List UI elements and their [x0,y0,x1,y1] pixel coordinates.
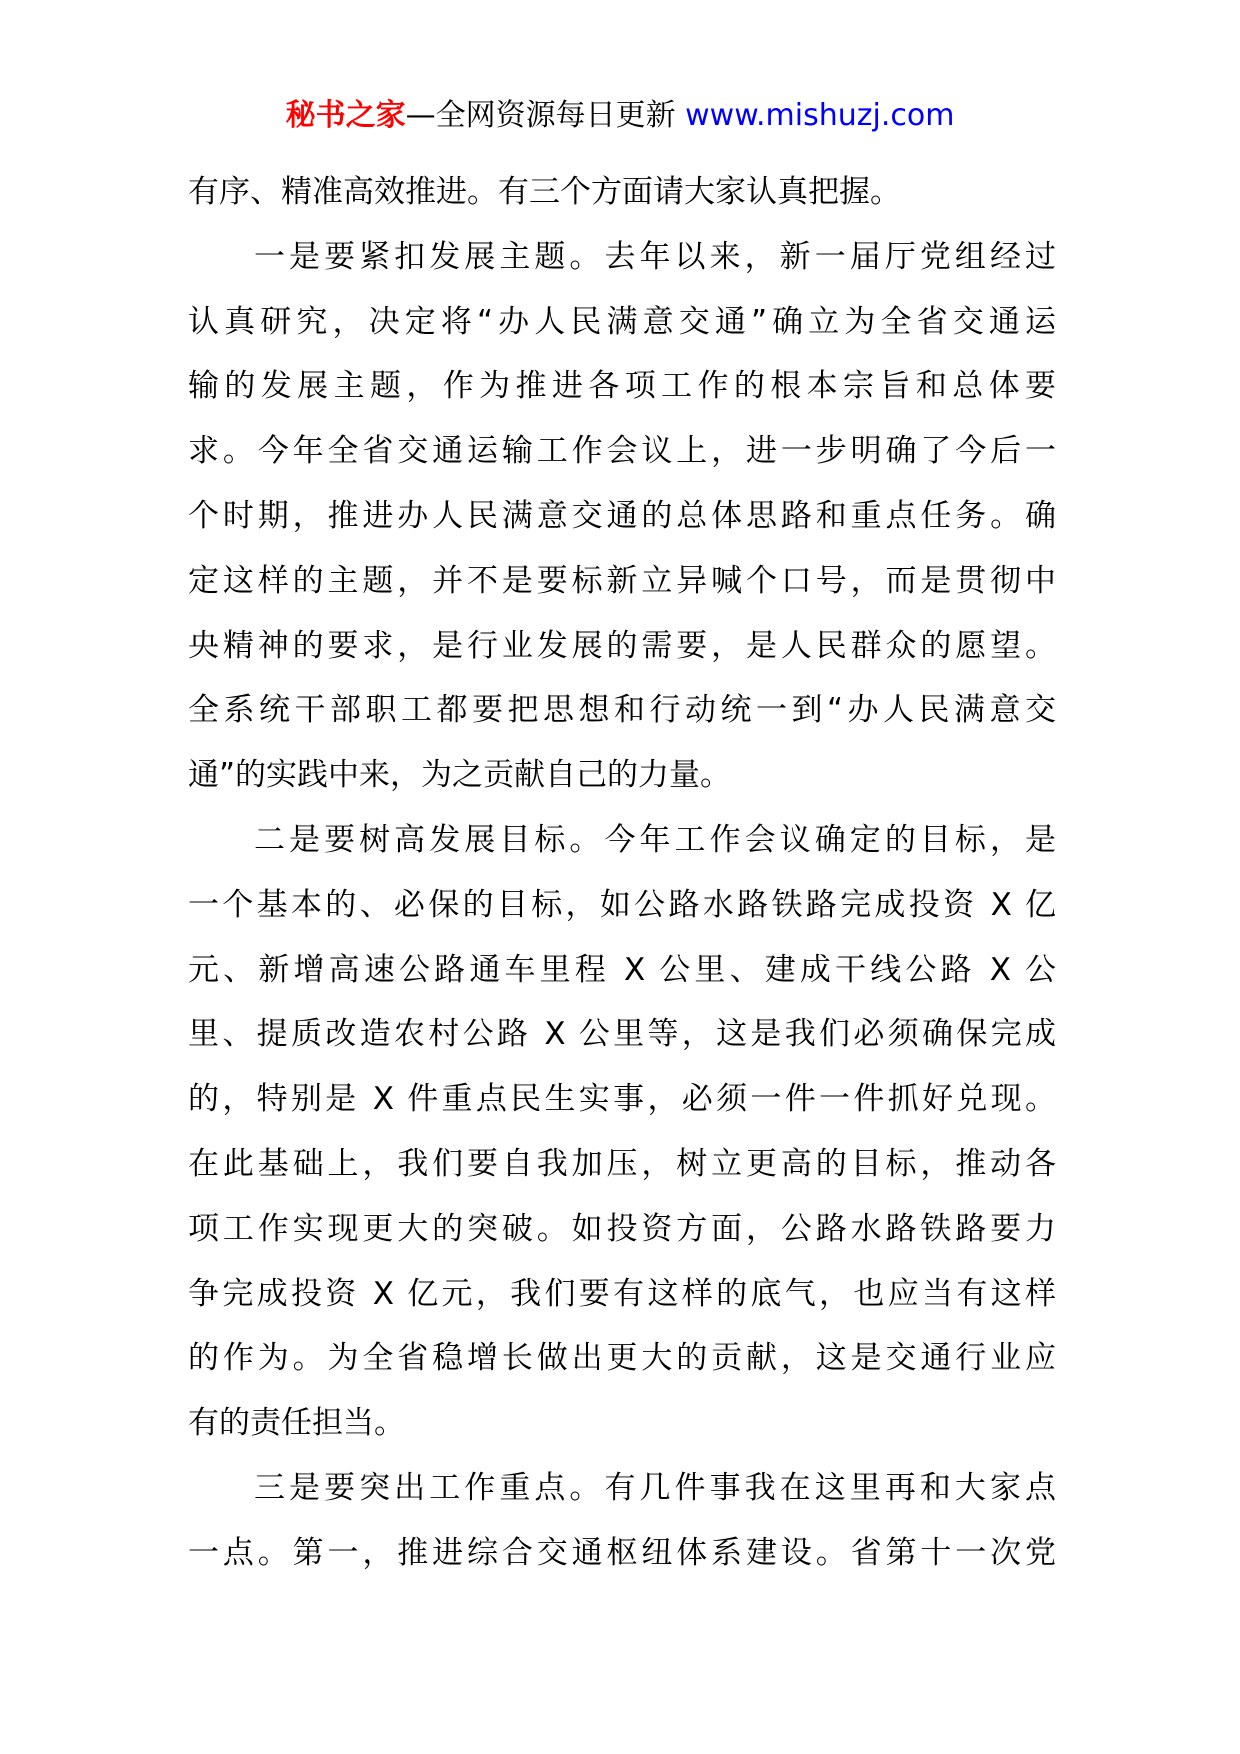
header-tagline: —全网资源每日更新 [405,98,686,133]
body-line: 全系统干部职工都要把思想和行动统一到“办人民满意交 [188,692,1056,729]
body-line: 有序、精准高效推进。有三个方面请大家认真把握。 [188,174,901,210]
body-line: 一个基本的、必保的目标，如公路水路铁路完成投资 X 亿 [188,886,1056,923]
body-line: 元、新增高速公路通车里程 X 公里、建成干线公路 X 公 [188,951,1056,988]
body-line: 求。今年全省交通运输工作会议上，进一步明确了今后一 [188,433,1056,470]
body-line: 项工作实现更大的突破。如投资方面，公路水路铁路要力 [188,1210,1056,1247]
body-line: 有的责任担当。 [188,1405,405,1442]
body-line: 二是要树高发展目标。今年工作会议确定的目标，是 [254,821,1056,858]
page-header [0,96,1240,136]
body-line: 定这样的主题，并不是要标新立异喊个口号，而是贯彻中 [188,562,1056,599]
body-line: 一是要紧扣发展主题。去年以来，新一届厅党组经过 [254,238,1056,275]
body-line: 争完成投资 X 亿元，我们要有这样的底气，也应当有这样 [188,1275,1056,1312]
header-brand: 秘书之家 [285,98,406,133]
body-line: 三是要突出工作重点。有几件事我在这里再和大家点 [254,1469,1056,1506]
body-line: 认真研究，决定将“办人民满意交通”确立为全省交通运 [188,303,1056,340]
body-line: 的作为。为全省稳增长做出更大的贡献，这是交通行业应 [188,1340,1056,1377]
body-line: 的，特别是 X 件重点民生实事，必须一件一件抓好兑现。 [188,1081,1056,1118]
body-line: 在此基础上，我们要自我加压，树立更高的目标，推动各 [188,1145,1056,1182]
body-line: 输的发展主题，作为推进各项工作的根本宗旨和总体要 [188,368,1056,405]
body-line: 个时期，推进办人民满意交通的总体思路和重点任务。确 [188,497,1056,534]
body-line: 通”的实践中来，为之贡献自己的力量。 [188,757,732,794]
body-line: 里、提质改造农村公路 X 公里等，这是我们必须确保完成 [188,1016,1056,1053]
header-url-link[interactable]: www.mishuzj.com [685,98,955,133]
body-line: 一点。第一，推进综合交通枢纽体系建设。省第十一次党 [188,1534,1056,1571]
document-body [188,160,1056,1586]
body-line: 央精神的要求，是行业发展的需要，是人民群众的愿望。 [188,627,1056,664]
